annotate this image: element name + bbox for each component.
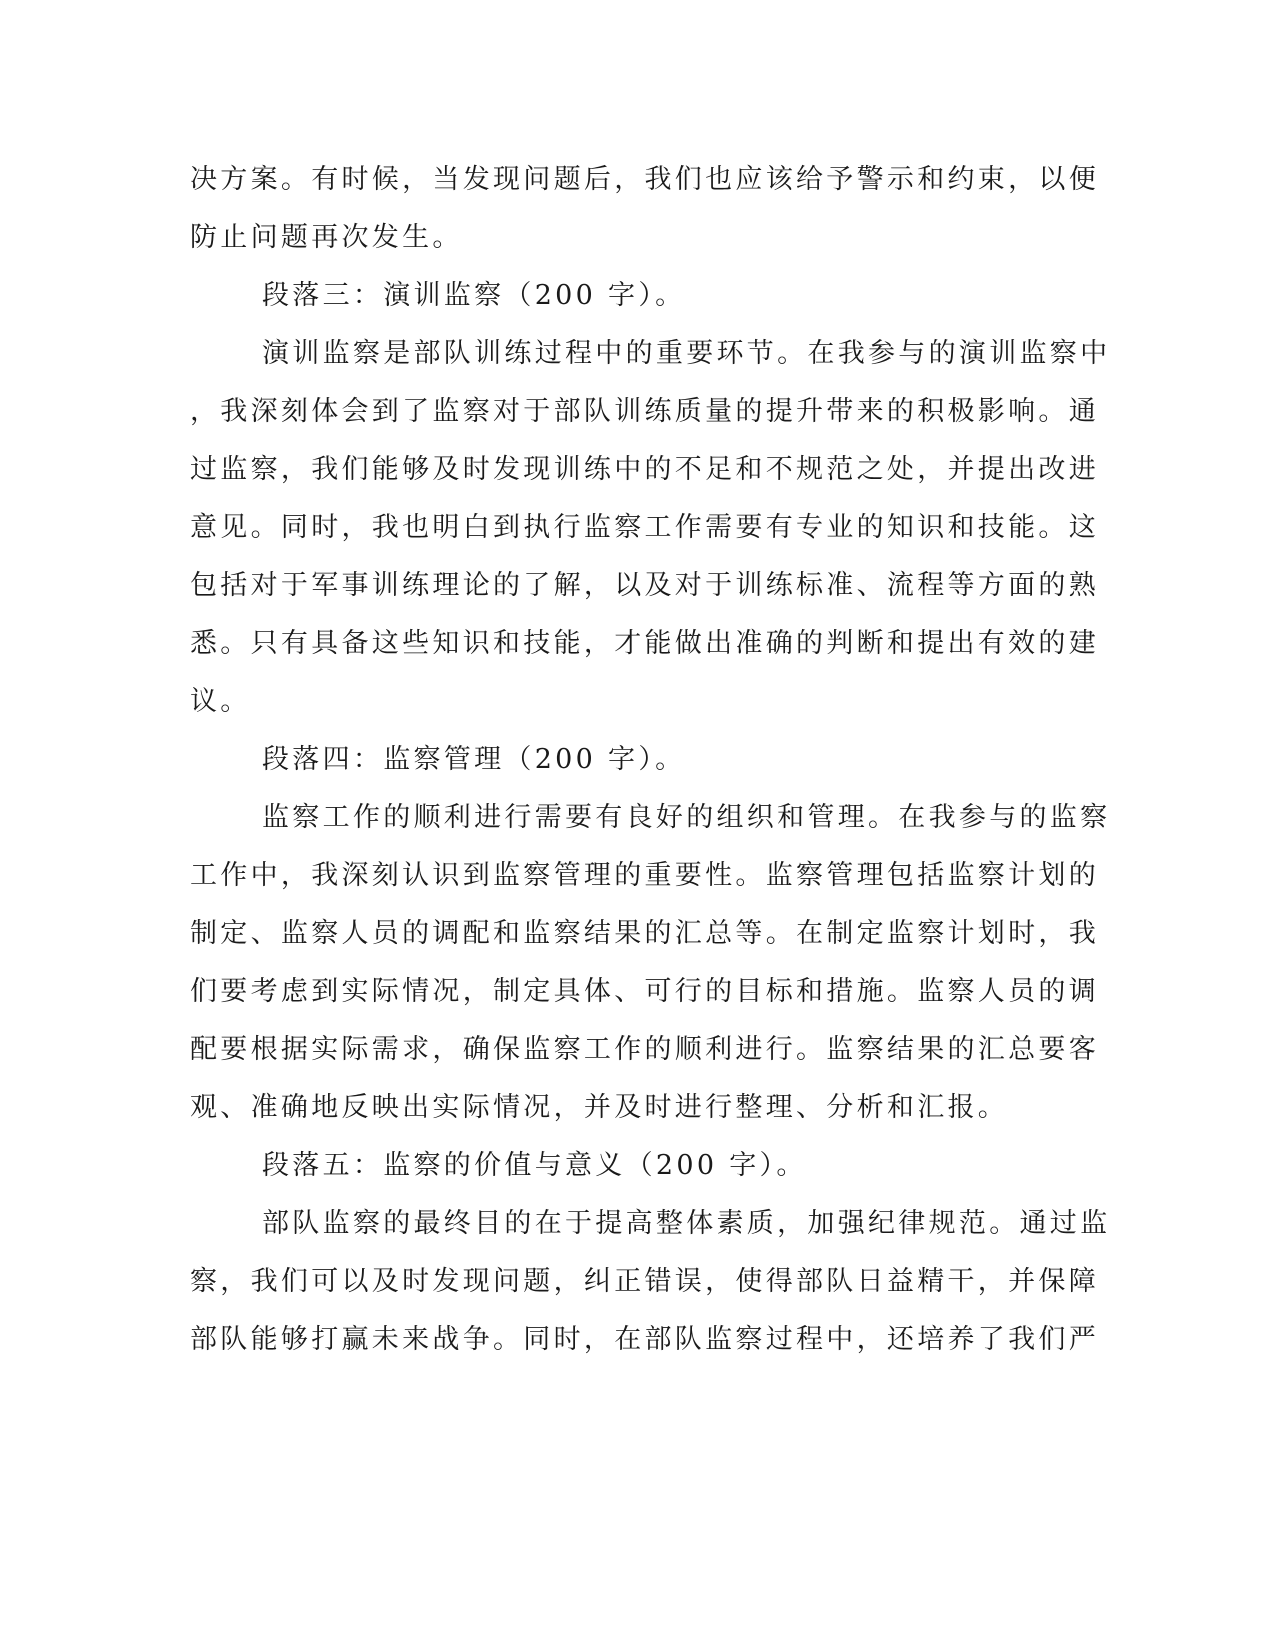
text-line: 意见。同时，我也明白到执行监察工作需要有专业的知识和技能。这 xyxy=(190,512,1099,543)
text-line: 配要根据实际需求，确保监察工作的顺利进行。监察结果的汇总要客 xyxy=(190,1034,1099,1065)
section-heading: 段落四：监察管理（200 字）。 xyxy=(262,744,686,775)
text-line: 部队监察的最终目的在于提高整体素质，加强纪律规范。通过监 xyxy=(262,1208,1111,1239)
text-line: 工作中，我深刻认识到监察管理的重要性。监察管理包括监察计划的 xyxy=(190,860,1099,891)
text-line: 演训监察是部队训练过程中的重要环节。在我参与的演训监察中 xyxy=(262,338,1111,369)
text-line: 察，我们可以及时发现问题，纠正错误，使得部队日益精干，并保障 xyxy=(190,1266,1099,1297)
text-line: 监察工作的顺利进行需要有良好的组织和管理。在我参与的监察 xyxy=(262,802,1111,833)
text-line: 防止问题再次发生。 xyxy=(190,222,463,253)
text-line: ，我深刻体会到了监察对于部队训练质量的提升带来的积极影响。通 xyxy=(190,396,1099,427)
text-line: 们要考虑到实际情况，制定具体、可行的目标和措施。监察人员的调 xyxy=(190,976,1099,1007)
text-line: 观、准确地反映出实际情况，并及时进行整理、分析和汇报。 xyxy=(190,1092,1009,1123)
text-line: 制定、监察人员的调配和监察结果的汇总等。在制定监察计划时，我 xyxy=(190,918,1099,949)
section-heading: 段落三：演训监察（200 字）。 xyxy=(262,280,686,311)
text-line: 议。 xyxy=(190,686,251,717)
section-heading: 段落五：监察的价值与意义（200 字）。 xyxy=(262,1150,807,1181)
text-line: 决方案。有时候，当发现问题后，我们也应该给予警示和约束，以便 xyxy=(190,164,1099,195)
text-line: 包括对于军事训练理论的了解，以及对于训练标准、流程等方面的熟 xyxy=(190,570,1099,601)
text-line: 悉。只有具备这些知识和技能，才能做出准确的判断和提出有效的建 xyxy=(190,628,1099,659)
text-line: 过监察，我们能够及时发现训练中的不足和不规范之处，并提出改进 xyxy=(190,454,1099,485)
text-line: 部队能够打赢未来战争。同时，在部队监察过程中，还培养了我们严 xyxy=(190,1324,1099,1355)
